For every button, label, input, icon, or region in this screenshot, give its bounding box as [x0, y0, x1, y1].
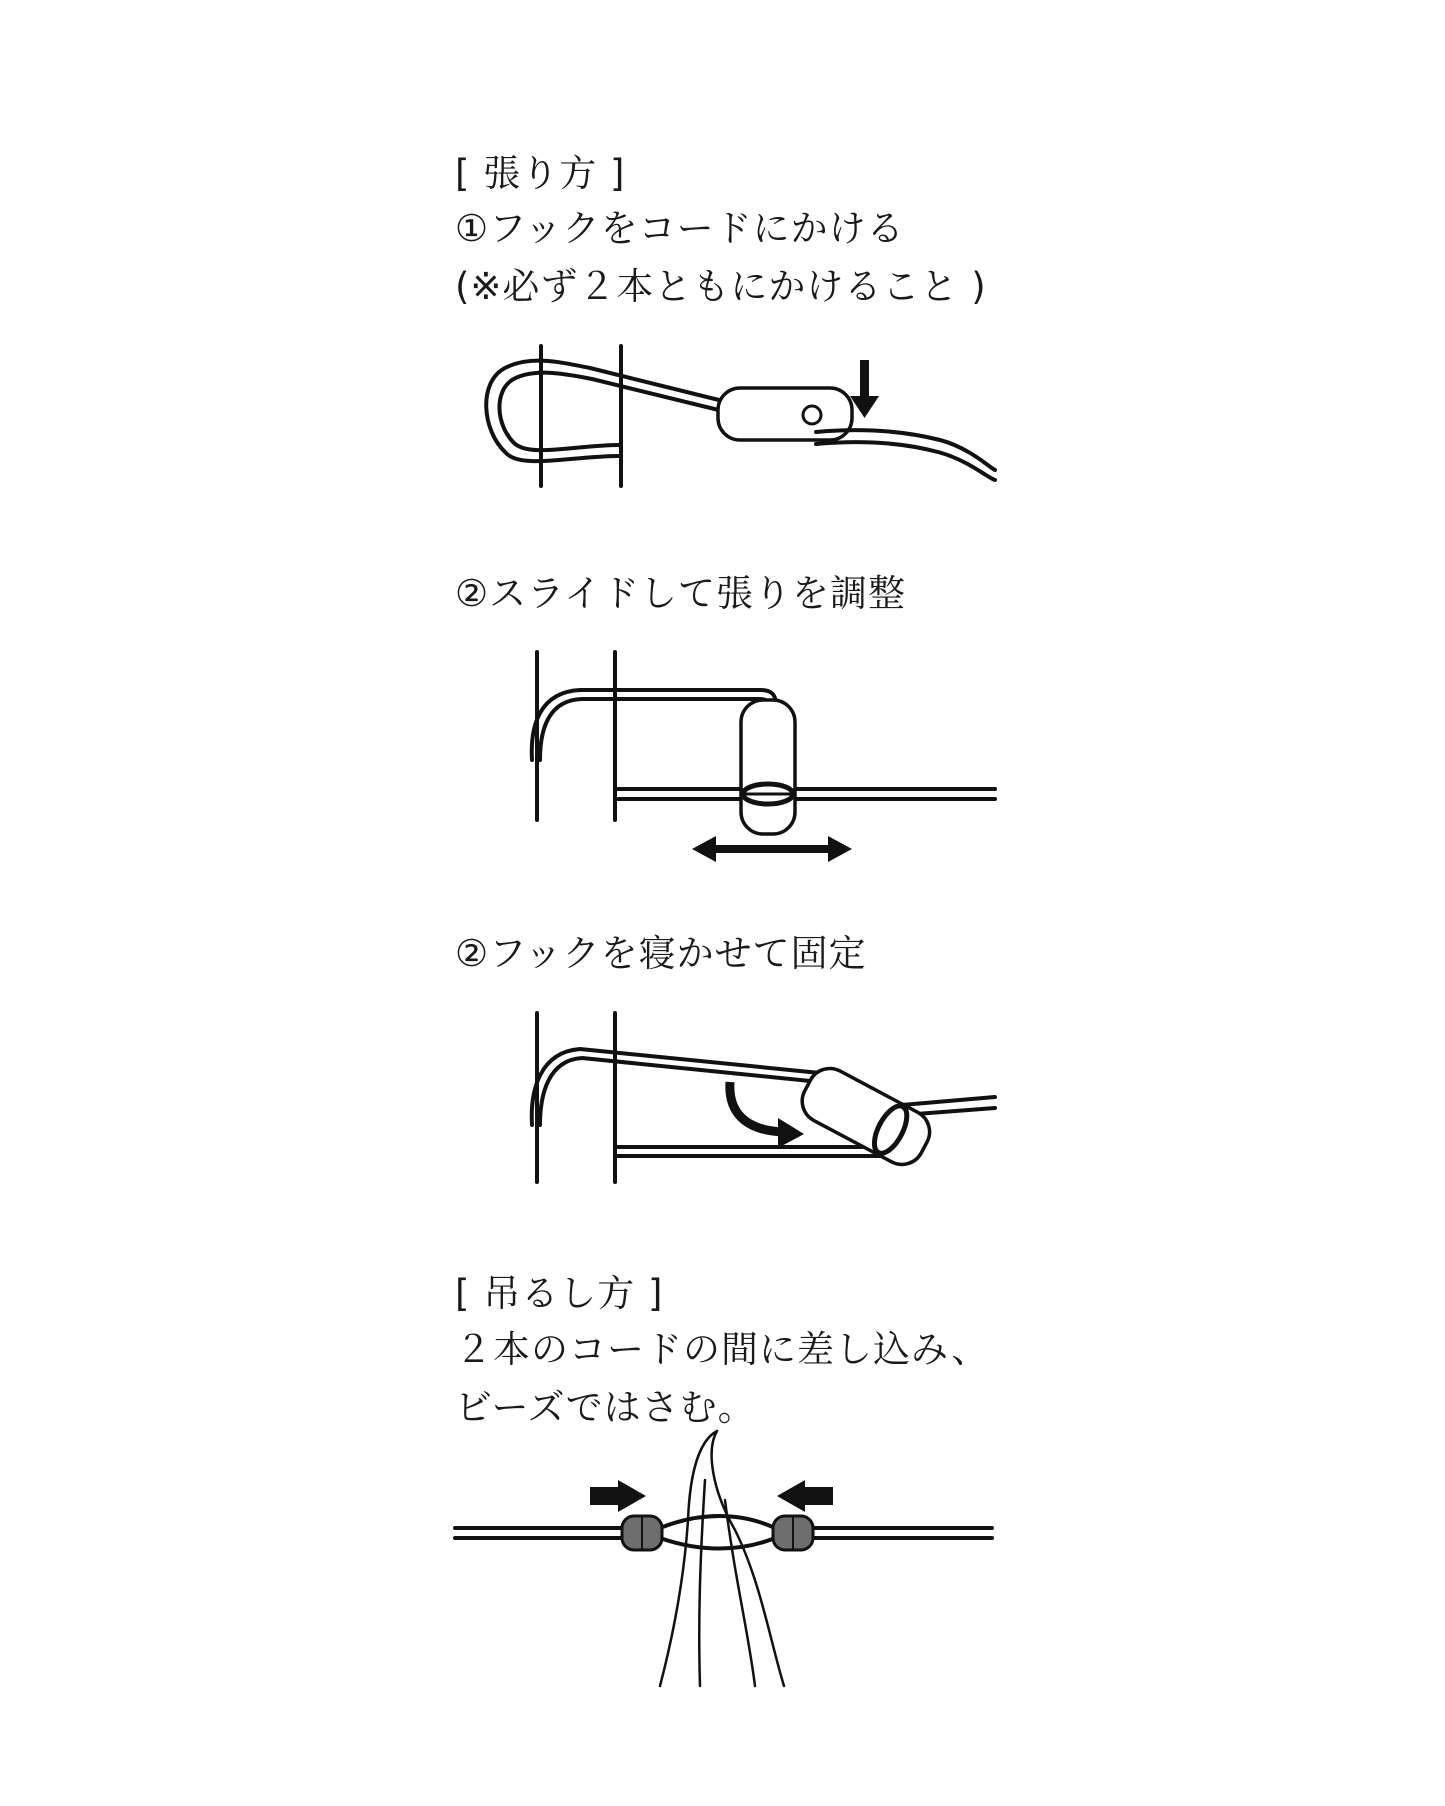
step1-note: (※必ず２本ともにかけること )	[455, 265, 987, 308]
figure-hang-with-beads	[455, 1431, 992, 1686]
hook-hole	[803, 406, 821, 424]
hanging-item	[660, 1431, 784, 1686]
figure-lay-hook-fix	[532, 1013, 995, 1182]
step2-instruction: ②スライドして張りを調整	[455, 572, 907, 615]
double-arrow-icon	[692, 836, 852, 862]
figure-slide-adjust	[532, 652, 995, 862]
tension-heading: [ 張り方 ]	[455, 152, 626, 195]
figure-hook-on-cord	[486, 346, 995, 486]
hanging-heading: [ 吊るし方 ]	[455, 1272, 664, 1315]
right-arrow-icon	[590, 1480, 646, 1512]
hanging-instruction-line1: ２本のコードの間に差し込み、	[455, 1328, 990, 1371]
step1-instruction: ①フックをコードにかける	[455, 207, 905, 250]
left-arrow-icon	[777, 1480, 833, 1512]
hook-body	[741, 700, 795, 834]
bead-right	[773, 1516, 813, 1550]
hanging-instruction-line2: ビーズではさむ。	[455, 1386, 756, 1429]
step3-instruction: ②フックを寝かせて固定	[455, 932, 867, 975]
down-arrow-icon	[850, 360, 879, 418]
bead-left	[622, 1516, 662, 1550]
curved-arrow-icon	[730, 1082, 804, 1148]
